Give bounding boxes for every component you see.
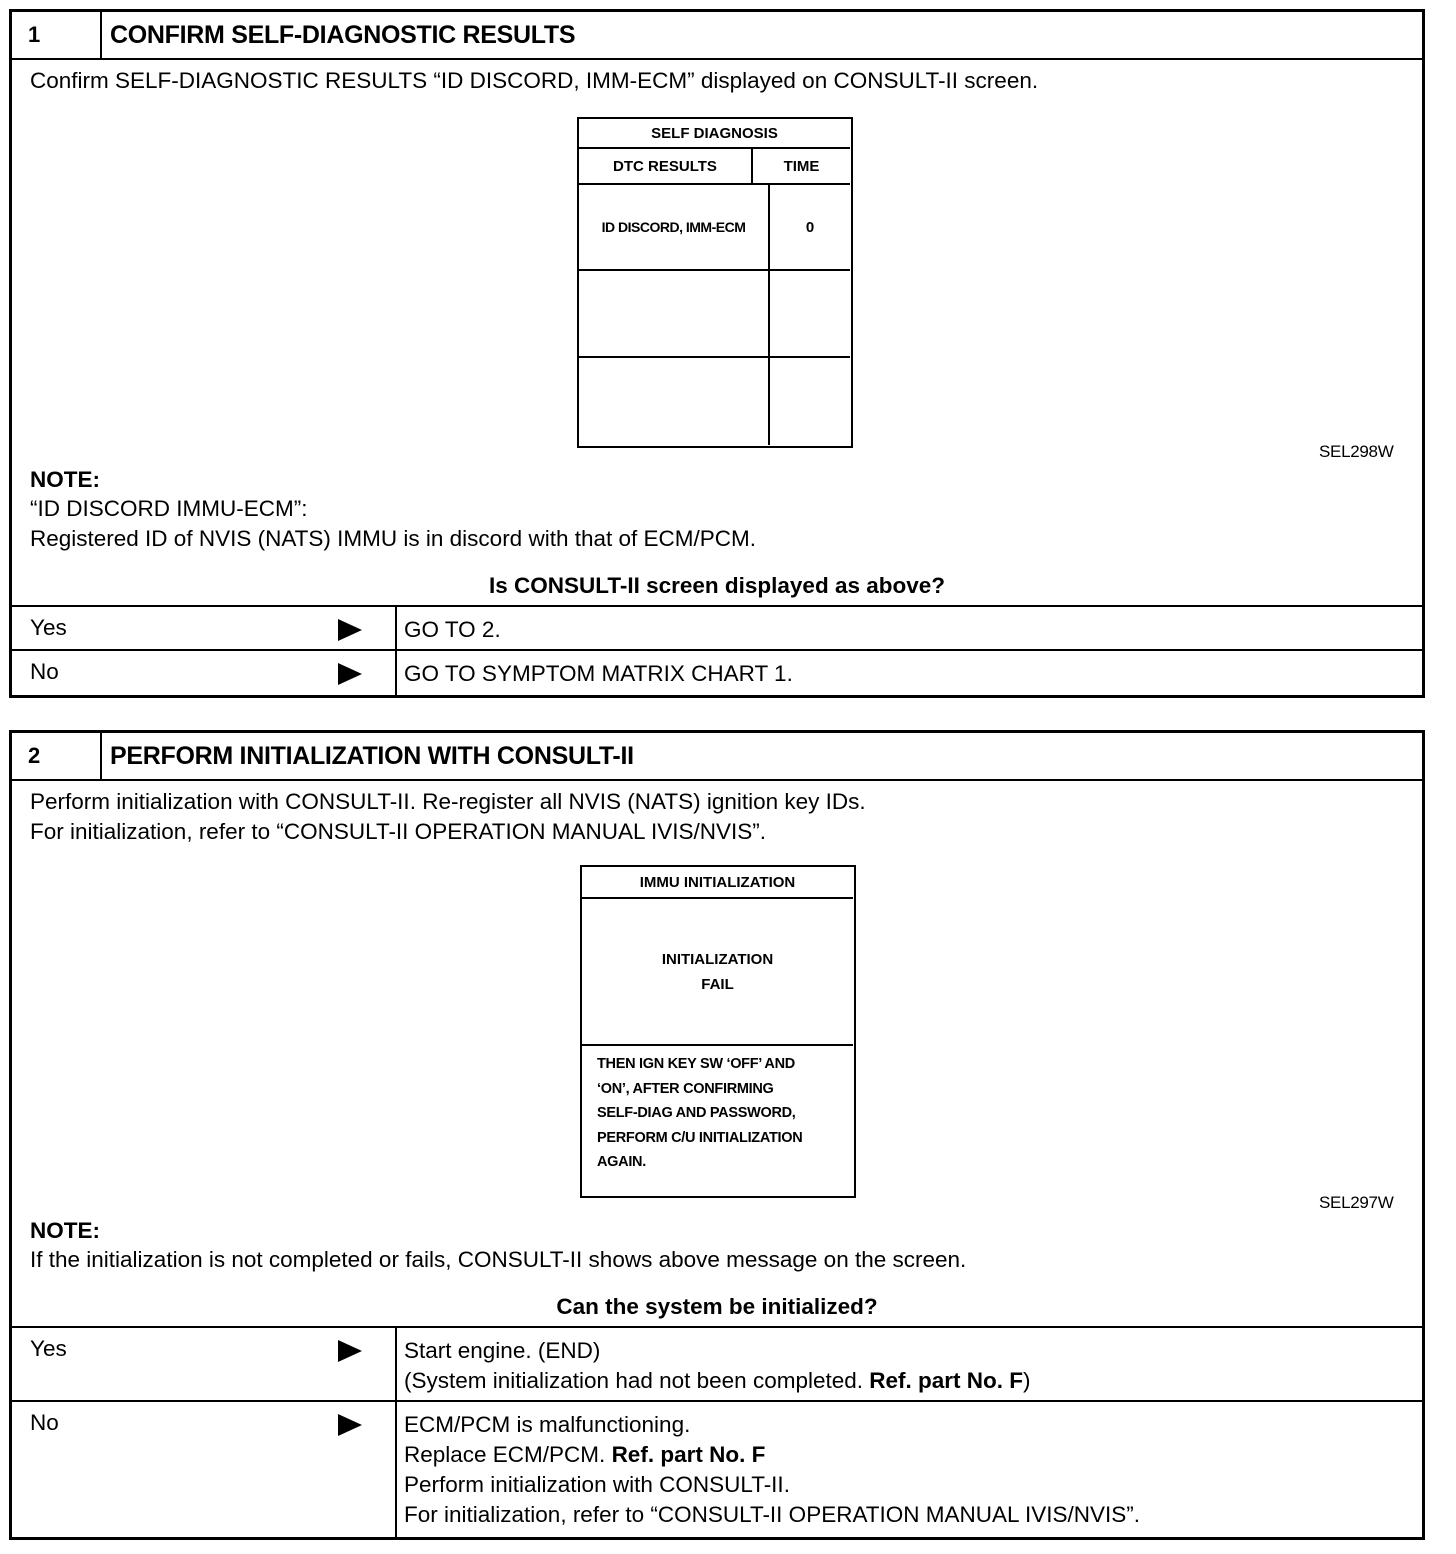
time-cell <box>770 358 850 445</box>
status-line: INITIALIZATION <box>661 951 774 968</box>
message-line: ‘ON’, AFTER CONFIRMING <box>597 1080 774 1097</box>
message-line: AGAIN. <box>597 1154 646 1170</box>
part-reference: Ref. part No. F <box>869 1368 1024 1393</box>
step-1-header <box>12 12 1422 60</box>
step-2-header <box>12 733 1422 781</box>
answer-row-no <box>12 1400 1422 1539</box>
arrow-right-icon <box>338 663 362 685</box>
time-cell <box>770 271 850 358</box>
step-instruction: For initialization, refer to “CONSULT-II OPERATION MANUAL IVIS/NVIS”. <box>30 819 766 844</box>
note-text: If the initialization is not completed or fails, CONSULT-II shows above message on the screen. <box>30 1247 967 1272</box>
action-line: For initialization, refer to “CONSULT-II OPERATION MANUAL IVIS/NVIS”. <box>404 1502 1140 1527</box>
step-instruction: Confirm SELF-DIAGNOSTIC RESULTS “ID DISCORD, IMM-ECM” displayed on CONSULT-II screen. <box>30 68 1039 93</box>
action-line: Start engine. (END) <box>404 1338 601 1363</box>
answer-label: No <box>30 659 59 684</box>
step-question: Can the system be initialized? <box>556 1294 878 1319</box>
self-diagnosis-screen <box>577 117 853 448</box>
screen-title: SELF DIAGNOSIS <box>579 119 850 149</box>
column-divider <box>395 607 397 649</box>
screen-title: IMMU INITIALIZATION <box>582 867 853 899</box>
step-number: 1 <box>12 12 102 58</box>
step-instruction: Perform initialization with CONSULT-II. Re-register all NVIS (NATS) ignition key IDs. <box>30 789 866 814</box>
message-line: SELF-DIAG AND PASSWORD, <box>597 1105 796 1121</box>
status-line: FAIL <box>701 976 734 993</box>
column-divider <box>395 1328 397 1400</box>
time-header: TIME <box>753 149 850 185</box>
action-line <box>404 1366 1031 1396</box>
answer-action: GO TO 2. <box>404 617 501 642</box>
step-title: PERFORM INITIALIZATION WITH CONSULT-II <box>110 742 634 770</box>
immu-initialization-screen <box>580 865 856 1198</box>
action-text: Replace ECM/PCM. <box>404 1442 612 1467</box>
answer-action: GO TO SYMPTOM MATRIX CHART 1. <box>404 661 793 686</box>
note-line: Registered ID of NVIS (NATS) IMMU is in discord with that of ECM/PCM. <box>30 526 757 551</box>
action-text: ) <box>1023 1368 1031 1393</box>
step-1-block <box>9 9 1425 698</box>
answer-row-no <box>12 649 1422 697</box>
step-title: CONFIRM SELF-DIAGNOSTIC RESULTS <box>110 21 576 49</box>
column-divider <box>395 1402 397 1539</box>
message-line: PERFORM C/U INITIALIZATION <box>597 1129 803 1146</box>
figure-code: SEL298W <box>1319 442 1394 461</box>
step-question: Is CONSULT-II screen displayed as above? <box>489 573 945 598</box>
part-reference: Ref. part No. F <box>611 1442 766 1467</box>
dtc-results-header: DTC RESULTS <box>579 149 753 185</box>
answer-action <box>404 1410 1140 1530</box>
step-2-block <box>9 730 1425 1540</box>
action-text: (System initialization had not been completed. <box>404 1368 870 1393</box>
dtc-result-cell <box>579 358 770 445</box>
note-heading: NOTE: <box>30 467 100 492</box>
time-cell: 0 <box>770 185 850 271</box>
action-line: Perform initialization with CONSULT-II. <box>404 1472 790 1497</box>
answer-label: No <box>30 1410 59 1435</box>
message-line: THEN IGN KEY SW ‘OFF’ AND <box>597 1056 795 1072</box>
dtc-result-cell <box>579 271 770 358</box>
action-line <box>404 1440 1140 1470</box>
step-number: 2 <box>12 733 102 779</box>
note-line: “ID DISCORD IMMU-ECM”: <box>30 496 308 521</box>
arrow-right-icon <box>338 1340 362 1362</box>
answer-label: Yes <box>30 615 67 640</box>
answer-row-yes <box>12 1326 1422 1400</box>
dtc-result-cell: ID DISCORD, IMM-ECM <box>579 185 770 271</box>
note-heading: NOTE: <box>30 1218 100 1243</box>
answer-action <box>404 1336 1031 1396</box>
answer-label: Yes <box>30 1336 67 1361</box>
arrow-right-icon <box>338 1414 362 1436</box>
figure-code: SEL297W <box>1319 1193 1394 1212</box>
status-area <box>582 899 853 1046</box>
answer-row-yes <box>12 605 1422 649</box>
arrow-right-icon <box>338 619 362 641</box>
column-divider <box>395 651 397 697</box>
message-area <box>597 1052 802 1175</box>
action-line: ECM/PCM is malfunctioning. <box>404 1412 691 1437</box>
